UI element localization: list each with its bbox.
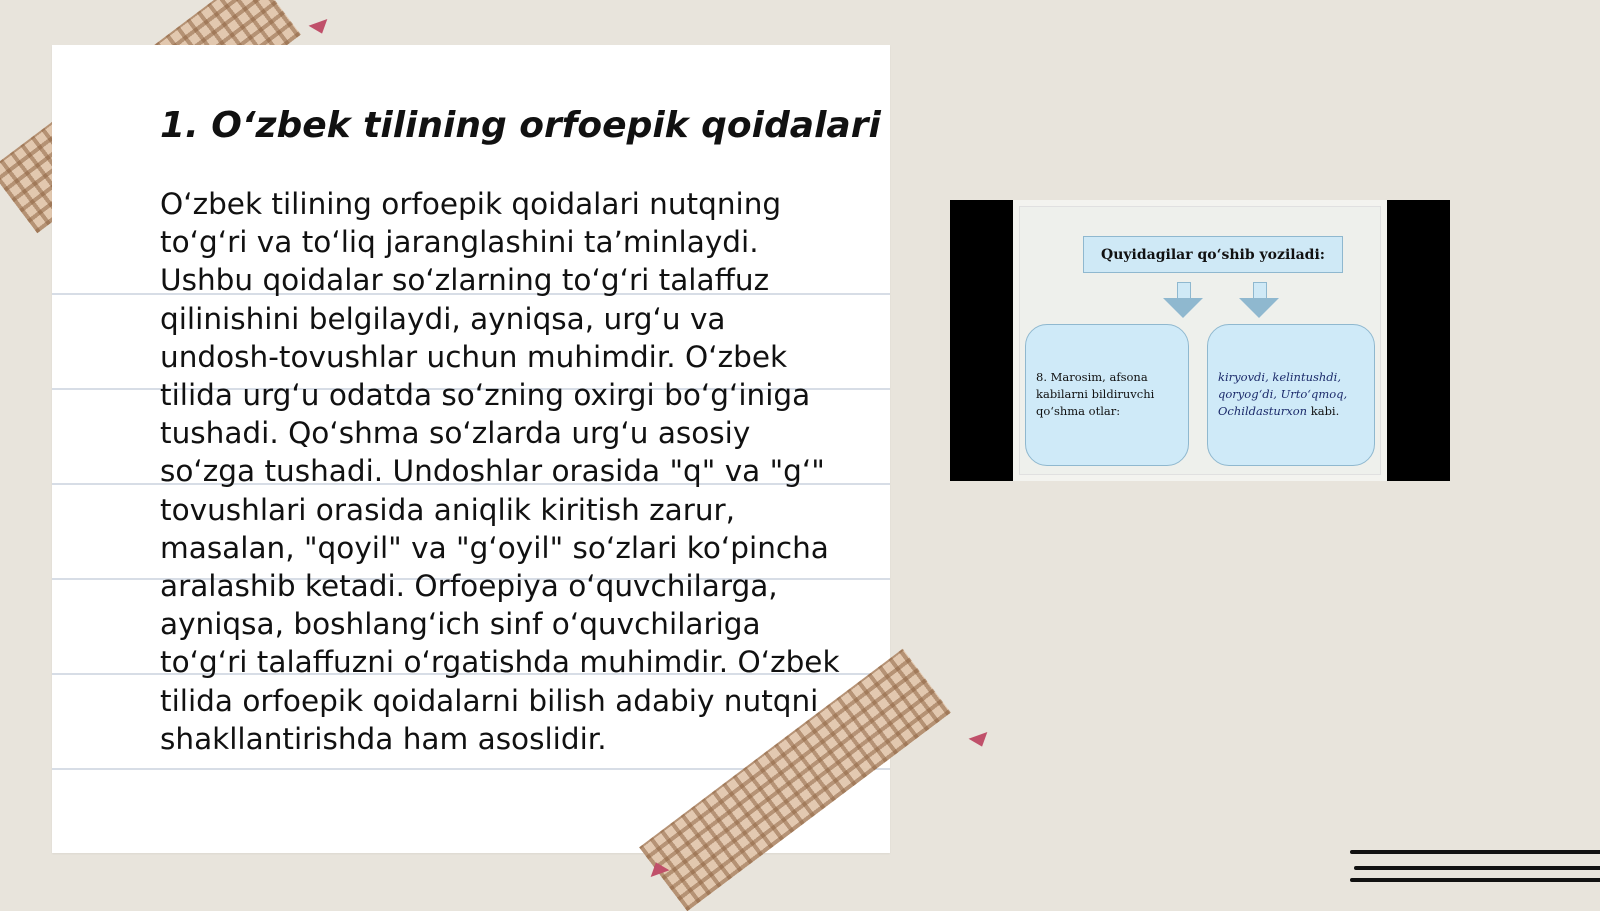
- card-plain-word: kabi.: [1307, 404, 1340, 418]
- paragraph-line: masalan, "qoyil" va "g‘oyil" so‘zlari ko‘pincha: [160, 530, 829, 565]
- paragraph-line: ayniqsa, boshlang‘ich sinf o‘quvchilariga: [160, 607, 761, 642]
- paragraph-line: Ushbu qoidalar so‘zlarning to‘g‘ri talaffuz: [160, 263, 770, 298]
- slide-card-left: [1025, 324, 1189, 466]
- card-line: [1218, 403, 1364, 420]
- paragraph-line: tilida urg‘u odatda so‘zning oxirgi bo‘g‘iniga: [160, 378, 811, 413]
- card-line: 8. Marosim, afsona: [1036, 370, 1148, 384]
- paragraph-line: tilida orfoepik qoidalarni bilish adabiy nutqni: [160, 683, 819, 718]
- slide-header-box: Quyidagilar qo‘shib yoziladi:: [1083, 236, 1343, 273]
- paragraph-line: to‘g‘ri talaffuzni o‘rgatishda muhimdir. O‘zbek: [160, 645, 840, 680]
- decorative-stroke: [1354, 866, 1600, 870]
- card-line: kabilarni bildiruvchi: [1036, 387, 1155, 401]
- card-line: qoryog‘di, Urto‘qmoq,: [1218, 387, 1348, 401]
- section-title: 1. O‘zbek tilining orfoepik qoidalari: [160, 105, 881, 146]
- note-paper: [52, 45, 890, 853]
- card-italic-word: Ochildasturxon: [1218, 404, 1308, 418]
- paragraph-line: O‘zbek tilining orfoepik qoidalari nutqning: [160, 187, 782, 221]
- paragraph-line: undosh-tovushlar uchun muhimdir. O‘zbek: [160, 339, 788, 374]
- slide-card-right: [1207, 324, 1375, 466]
- embedded-slide-image: [950, 200, 1450, 481]
- card-line: kiryovdi, kelintushdi,: [1218, 370, 1341, 384]
- tape-tip: [309, 19, 332, 37]
- card-line: qo‘shma otlar:: [1036, 404, 1121, 418]
- tape-tip: [969, 732, 992, 750]
- paragraph-line: to‘g‘ri va to‘liq jaranglashini ta’minlaydi.: [160, 225, 759, 260]
- body-paragraph: [160, 185, 860, 758]
- paragraph-line: so‘zga tushadi. Undoshlar orasida "q" va "g‘": [160, 454, 825, 489]
- slide-canvas: [1013, 200, 1387, 481]
- paragraph-line: aralashib ketadi. Orfoepiya o‘quvchilarga,: [160, 569, 778, 604]
- paragraph-line: shakllantirishda ham asoslidir.: [160, 721, 607, 756]
- paragraph-line: tovushlari orasida aniqlik kiritish zarur,: [160, 492, 736, 527]
- paragraph-line: tushadi. Qo‘shma so‘zlarda urg‘u asosiy: [160, 416, 751, 451]
- paragraph-line: qilinishini belgilaydi, ayniqsa, urg‘u va: [160, 301, 726, 336]
- decorative-stroke: [1350, 878, 1600, 882]
- decorative-lines: [1350, 848, 1600, 888]
- decorative-stroke: [1350, 850, 1600, 854]
